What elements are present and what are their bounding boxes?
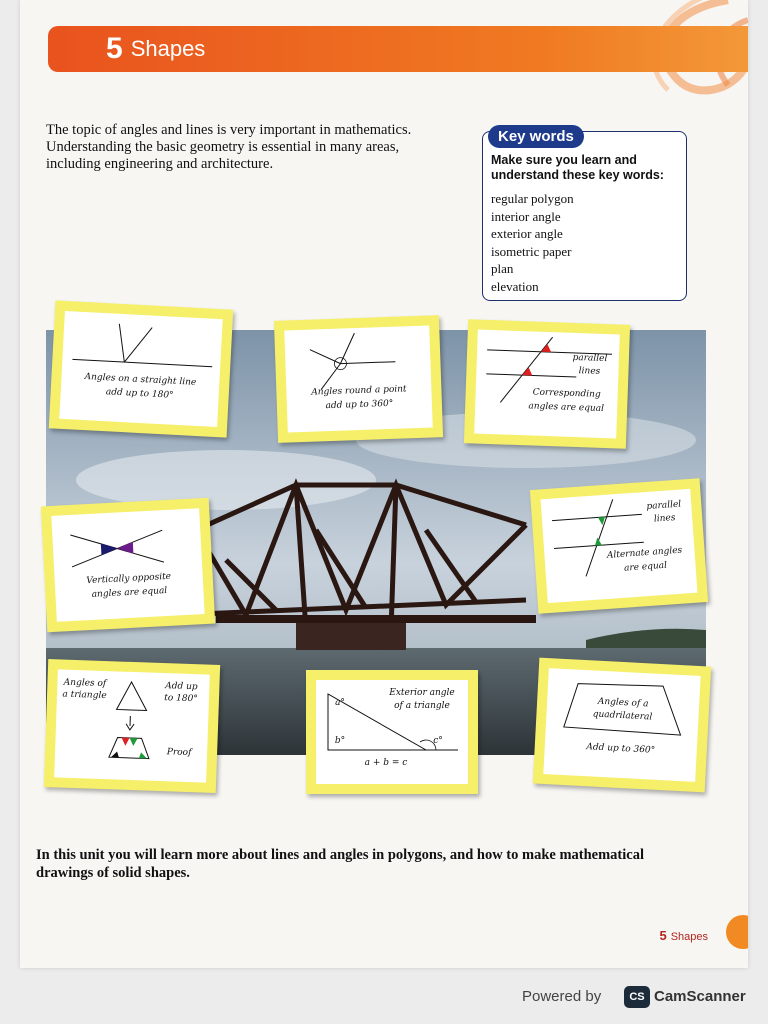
note-caption: Proof: [166, 747, 192, 759]
key-word: isometric paper: [491, 243, 572, 259]
intro-paragraph: [46, 122, 456, 173]
camscanner-brand: CamScanner: [654, 988, 746, 1005]
vertically-opposite-diagram: [51, 508, 204, 622]
key-word: exterior angle: [491, 226, 563, 241]
key-word: interior angle: [491, 208, 561, 224]
note-caption: Exterior angle: [389, 688, 455, 698]
outro-line: In this unit you will learn more about lines and angles in polygons, and how to make mathematical: [36, 847, 645, 863]
note-angles-of-triangle: [44, 659, 220, 793]
note-caption: are equal: [623, 560, 668, 574]
note-caption: lines: [578, 366, 601, 377]
note-caption: quadrilateral: [592, 709, 653, 723]
key-word: plan: [491, 261, 514, 276]
unit-title: Shapes: [130, 36, 206, 61]
key-words-list: [491, 190, 574, 295]
camscanner-logo-icon: CS: [624, 986, 650, 1008]
key-words-box: [482, 131, 687, 301]
note-caption: add up to 180°: [105, 387, 174, 401]
note-angles-round-point: [274, 315, 443, 443]
round-point-diagram: [284, 326, 432, 433]
note-caption: Add up to 360°: [586, 742, 656, 756]
note-caption: lines: [653, 513, 676, 525]
corresponding-angles-diagram: [474, 330, 620, 439]
note-caption: parallel: [646, 499, 682, 512]
note-caption: Angles of a: [597, 696, 649, 710]
note-alternate-angles: [530, 478, 708, 614]
note-caption: Alternate angles: [606, 545, 683, 561]
note-caption: parallel: [572, 352, 608, 365]
angle-label-c: c°: [433, 736, 443, 746]
note-caption: Angles round a point: [311, 384, 407, 398]
footer-unit-number: 5: [659, 928, 667, 943]
note-exterior-angle: [306, 670, 478, 794]
note-vertically-opposite: [41, 498, 215, 633]
note-caption: a triangle: [62, 689, 107, 702]
page-footer: [659, 928, 708, 943]
outro-paragraph: [36, 846, 716, 882]
footer-unit-label: Shapes: [670, 931, 708, 943]
note-caption: Corresponding: [532, 387, 601, 400]
key-word: elevation: [491, 278, 539, 294]
key-words-label: Key words: [488, 125, 584, 148]
angle-label-a: a°: [335, 698, 345, 708]
note-caption: Angles on a straight line: [84, 372, 197, 388]
footer-tab-icon: [726, 915, 748, 949]
angle-label-b: b°: [334, 736, 346, 746]
unit-number: 5: [106, 32, 123, 65]
note-caption: Vertically opposite: [86, 571, 172, 587]
powered-by-label: Powered by: [522, 988, 602, 1005]
quadrilateral-diagram: [543, 668, 700, 782]
intro-line: The topic of angles and lines is very important in mathematics.: [46, 122, 412, 138]
straight-line-diagram: [59, 311, 222, 427]
unit-banner: [48, 26, 748, 72]
note-caption: add up to 360°: [325, 398, 394, 412]
note-corresponding-angles: [464, 319, 630, 449]
note-angles-of-quadrilateral: [533, 658, 711, 793]
note-caption: angles are equal: [528, 401, 605, 415]
note-caption: a + b = c: [364, 758, 408, 768]
outro-line: drawings of solid shapes.: [36, 865, 190, 881]
note-caption: Angles of: [63, 677, 107, 690]
intro-line: Understanding the basic geometry is essential in many areas,: [46, 139, 400, 155]
note-caption: Add up: [165, 681, 198, 693]
note-angles-straight-line: [49, 300, 233, 437]
intro-line: including engineering and architecture.: [46, 156, 274, 172]
note-caption: to 180°: [164, 693, 198, 705]
key-words-intro: Make sure you learn and understand these key words:: [491, 153, 664, 182]
key-word: regular polygon: [491, 191, 574, 206]
textbook-page: [20, 0, 748, 968]
note-caption: of a triangle: [394, 701, 450, 711]
note-caption: angles are equal: [91, 585, 168, 600]
